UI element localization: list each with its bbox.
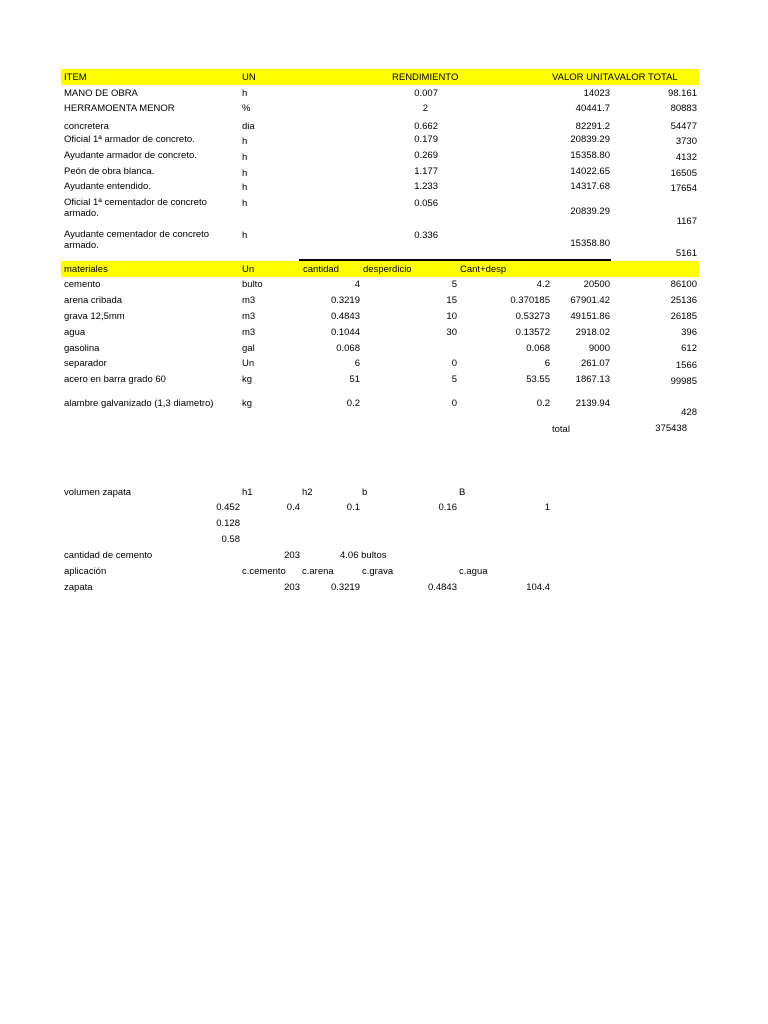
material-total: 396: [681, 327, 697, 338]
material-un: m3: [242, 327, 256, 338]
header-item: ITEM: [64, 72, 87, 83]
cemento-cant-value: 203: [284, 550, 300, 561]
labor-total: 80883: [670, 103, 697, 114]
cemento-cant-bultos: 4.06 bultos: [340, 550, 387, 561]
materials-header-un: Un: [242, 264, 255, 275]
aplicacion-cemento: c.cemento: [242, 566, 286, 577]
labor-item: Peón de obra blanca.: [64, 166, 155, 177]
volumen-sub-value: 0.128: [216, 518, 240, 529]
labor-rend: 0.056: [414, 198, 438, 209]
volumen-B-value: 1: [544, 502, 550, 513]
material-cantdesp: 53.55: [526, 374, 550, 385]
material-cantdesp: 6: [544, 358, 550, 369]
material-total: 25136: [670, 295, 697, 306]
zapata-cemento: 203: [284, 582, 300, 593]
volumen-h1-value: 0.4: [286, 502, 300, 513]
material-cantdesp: 0.068: [526, 343, 550, 354]
labor-item: HERRAMOENTA MENOR: [64, 103, 175, 114]
material-name: arena cribada: [64, 295, 123, 306]
material-total: 99985: [670, 376, 697, 387]
labor-rend: 2: [422, 103, 428, 114]
labor-un: h: [242, 230, 248, 241]
labor-rend: 0.662: [414, 121, 438, 132]
materials-header-cant-desp: Cant+desp: [460, 264, 507, 275]
labor-unit: 20839.29: [570, 206, 610, 217]
total-value: 375438: [655, 423, 687, 434]
labor-rend: 0.007: [414, 88, 438, 99]
material-name: agua: [64, 327, 86, 338]
material-cant: 6: [354, 358, 360, 369]
volumen-h2-value: 0.1: [346, 502, 360, 513]
material-name: grava 12,5mm: [64, 311, 125, 322]
header-rendimiento: RENDIMIENTO: [392, 72, 459, 83]
material-cant: 0.4843: [330, 311, 360, 322]
zapata-arena: 0.3219: [330, 582, 360, 593]
volumen-b-value: 0.16: [438, 502, 457, 513]
labor-item: Oficial 1ª cementador de concreto armado.: [64, 197, 207, 219]
labor-item: Ayudante entendido.: [64, 181, 151, 192]
cemento-cant-label: cantidad de cemento: [64, 550, 153, 561]
material-desp: 5: [451, 279, 457, 290]
labor-unit: 14022.65: [570, 166, 610, 177]
labor-un: h: [242, 136, 248, 147]
labor-unit: 15358.80: [570, 150, 610, 161]
material-desp: 5: [451, 374, 457, 385]
material-cant: 0.1044: [330, 327, 360, 338]
material-total: 612: [681, 343, 697, 354]
header-valor-total: VALOR TOTAL: [614, 72, 678, 83]
labor-un: h: [242, 182, 248, 193]
labor-un: h: [242, 152, 248, 163]
labor-total: 5161: [675, 248, 697, 259]
volumen-value: 0.452: [216, 502, 240, 513]
material-un: m3: [242, 295, 256, 306]
labor-rend: 0.336: [414, 230, 438, 241]
labor-un: dia: [242, 121, 255, 132]
aplicacion-grava: c.grava: [362, 566, 394, 577]
materials-header-name: materiales: [64, 264, 108, 275]
material-total: 428: [681, 407, 697, 418]
material-name: alambre galvanizado (1,3 diametro): [64, 398, 214, 409]
material-cantdesp: 0.13572: [515, 327, 550, 338]
volumen-label: volumen zapata: [64, 487, 132, 498]
labor-rend: 1.177: [414, 166, 438, 177]
material-cantdesp: 0.370185: [510, 295, 550, 306]
material-name: gasolina: [64, 343, 100, 354]
material-desp: 30: [446, 327, 457, 338]
materials-header-cantidad: cantidad: [303, 264, 339, 275]
labor-total: 4132: [675, 152, 697, 163]
labor-unit: 14023: [583, 88, 610, 99]
material-desp: 10: [446, 311, 457, 322]
material-unit: 2139.94: [575, 398, 610, 409]
material-un: gal: [242, 343, 255, 354]
labor-rend: 1.233: [414, 181, 438, 192]
labor-total: 16505: [670, 168, 697, 179]
aplicacion-arena: c.arena: [302, 566, 334, 577]
labor-un: %: [242, 103, 251, 114]
labor-item: Oficial 1ª armador de concreto.: [64, 134, 195, 145]
zapata-agua: 104.4: [526, 582, 550, 593]
header-valor-unitario: VALOR UNITA: [552, 72, 614, 83]
volumen-h2-header: h2: [302, 487, 313, 498]
material-cantdesp: 0.53273: [515, 311, 550, 322]
material-unit: 67901.42: [570, 295, 610, 306]
material-unit: 1867.13: [575, 374, 610, 385]
volumen-sub-value-2: 0.58: [221, 534, 240, 545]
material-un: Un: [242, 358, 255, 369]
material-cant: 51: [349, 374, 360, 385]
total-label: total: [552, 424, 570, 435]
material-un: m3: [242, 311, 256, 322]
zapata-grava: 0.4843: [427, 582, 457, 593]
labor-item: Ayudante armador de concreto.: [64, 150, 197, 161]
aplicacion-agua: c.agua: [459, 566, 488, 577]
labor-unit: 40441.7: [575, 103, 610, 114]
labor-rend: 0.179: [414, 134, 438, 145]
labor-unit: 15358.80: [570, 238, 610, 249]
material-unit: 261.07: [580, 358, 610, 369]
labor-total: 1167: [676, 216, 697, 227]
material-total: 86100: [670, 279, 697, 290]
material-name: cemento: [64, 279, 101, 290]
labor-unit: 20839.29: [570, 134, 610, 145]
material-name: acero en barra grado 60: [64, 374, 166, 385]
material-unit: 9000: [588, 343, 610, 354]
material-cantdesp: 0.2: [536, 398, 550, 409]
labor-total: 3730: [675, 136, 697, 147]
material-total: 1566: [675, 360, 697, 371]
material-cant: 0.068: [336, 343, 360, 354]
labor-un: h: [242, 168, 248, 179]
labor-item: Ayudante cementador de concreto armado.: [64, 229, 210, 251]
material-un: kg: [242, 374, 253, 385]
labor-item: MANO DE OBRA: [64, 88, 138, 99]
labor-unit: 14317.68: [570, 181, 610, 192]
materials-header-desperdicio: desperdicio: [363, 264, 412, 275]
labor-total: 54477: [670, 121, 697, 132]
volumen-h1-header: h1: [242, 487, 253, 498]
aplicacion-label: aplicación: [64, 566, 107, 577]
material-unit: 20500: [583, 279, 610, 290]
material-name: separador: [64, 358, 107, 369]
labor-total: 98.161: [667, 88, 697, 99]
material-cant: 4: [354, 279, 360, 290]
header-un: UN: [242, 72, 256, 83]
material-total: 26185: [670, 311, 697, 322]
material-un: bulto: [242, 279, 263, 290]
volumen-b-header: b: [362, 487, 368, 498]
material-cant: 0.3219: [330, 295, 360, 306]
material-desp: 0: [451, 398, 457, 409]
material-unit: 49151.86: [570, 311, 610, 322]
labor-un: h: [242, 88, 248, 99]
labor-item: concretera: [64, 121, 109, 132]
material-unit: 2918.02: [575, 327, 610, 338]
material-cantdesp: 4.2: [536, 279, 550, 290]
zapata-label: zapata: [64, 582, 93, 593]
material-desp: 0: [451, 358, 457, 369]
volumen-B-header: B: [459, 487, 466, 498]
labor-total: 17654: [670, 183, 697, 194]
material-desp: 15: [446, 295, 457, 306]
labor-un: h: [242, 198, 248, 209]
labor-rend: 0.269: [414, 150, 438, 161]
material-un: kg: [242, 398, 253, 409]
labor-unit: 82291.2: [575, 121, 610, 132]
material-cant: 0.2: [346, 398, 360, 409]
